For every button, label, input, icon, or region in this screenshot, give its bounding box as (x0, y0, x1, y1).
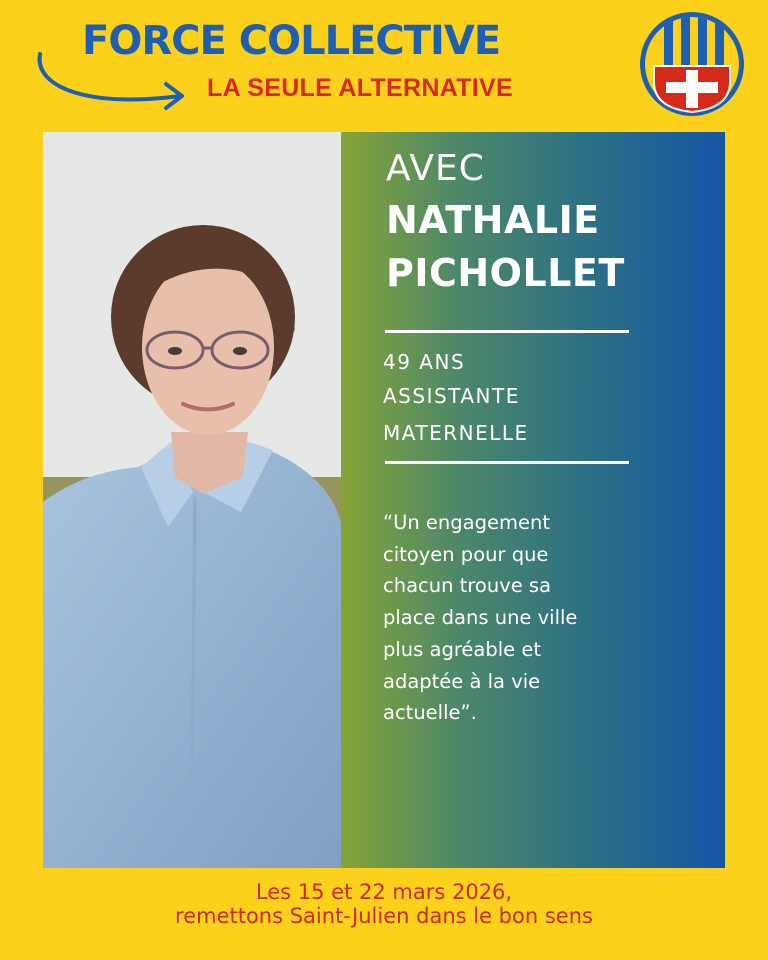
candidate-panel (43, 132, 725, 868)
savoy-cross-crest-logo (636, 8, 748, 120)
footer (0, 880, 768, 928)
candidate-info (341, 132, 725, 868)
candidate-last-name: PICHOLLET (386, 251, 625, 295)
header-subtitle: LA SEULE ALTERNATIVE (207, 74, 513, 102)
candidate-occupation-line2: MATERNELLE (383, 421, 529, 445)
divider-bottom (385, 461, 629, 464)
candidate-quote: “Un engagement citoyen pour que chacun trouve sa place dans une ville plus agréable et adaptée à la vie actuelle”. (383, 511, 578, 725)
candidate-age: 49 ANS (383, 350, 466, 374)
header-title: FORCE COLLECTIVE (82, 18, 501, 64)
divider-top (385, 330, 629, 333)
footer-line1: Les 15 et 22 mars 2026, (255, 880, 513, 904)
candidate-occupation-line1: ASSISTANTE (383, 384, 520, 408)
candidate-photo (43, 132, 341, 868)
intro-text: AVEC (386, 148, 485, 189)
candidate-first-name: NATHALIE (386, 198, 600, 242)
footer-line2: remettons Saint-Julien dans le bon sens (175, 904, 593, 928)
